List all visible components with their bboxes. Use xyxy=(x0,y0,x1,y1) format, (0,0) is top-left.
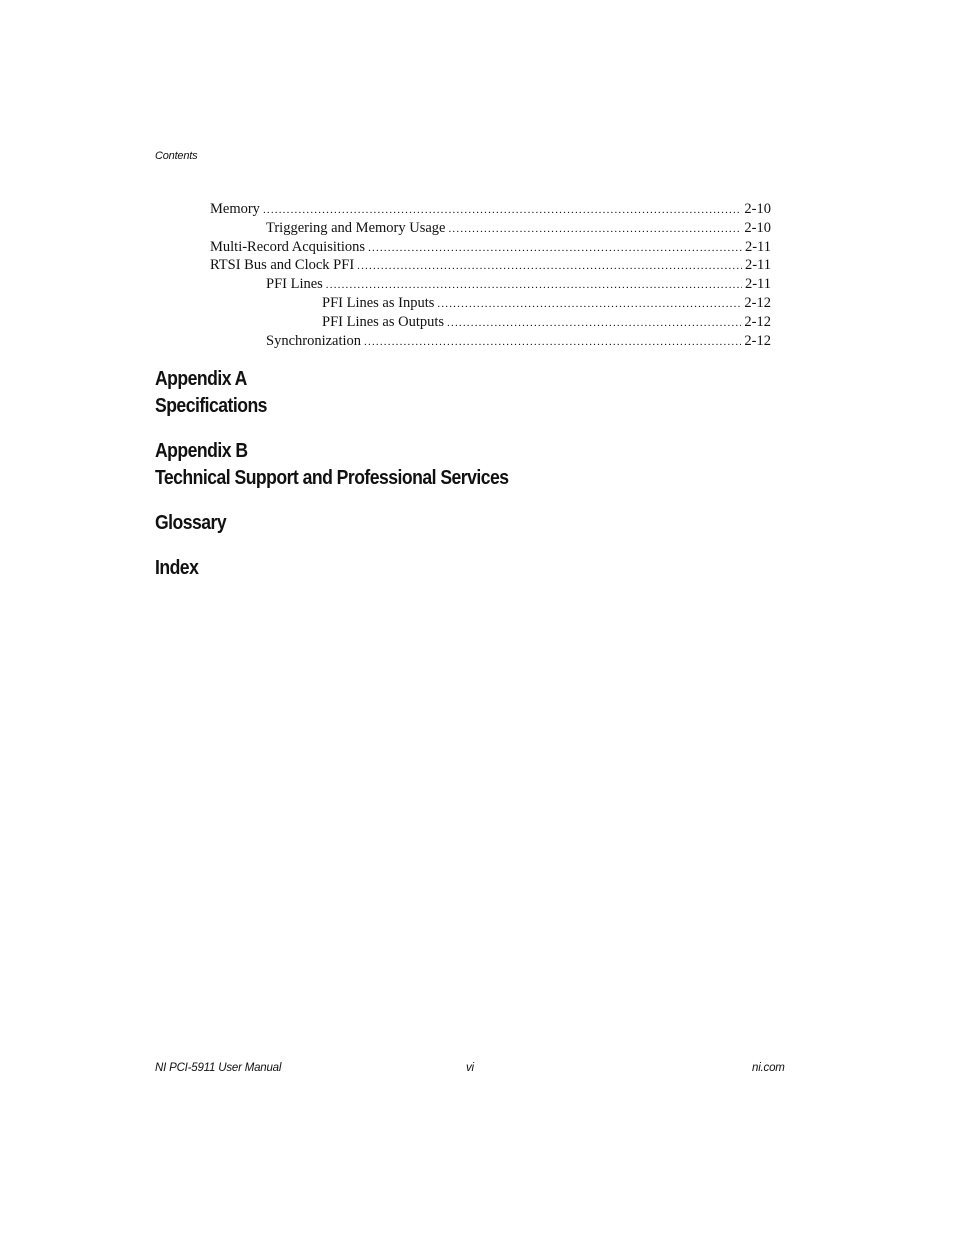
toc-entry-page: 2-10 xyxy=(744,201,771,217)
toc-entry-synchronization[interactable] xyxy=(0,332,771,351)
dot-leader xyxy=(437,295,741,314)
toc-entry-rtsi-bus-clock-pfi[interactable] xyxy=(0,256,771,275)
footer-page-number: vi xyxy=(466,1062,474,1074)
toc-entry-page: 2-11 xyxy=(744,238,771,255)
appendix-b-title: Technical Support and Professional Services xyxy=(155,467,509,489)
index-heading[interactable] xyxy=(155,555,198,582)
toc-entry-page: 2-11 xyxy=(744,276,771,293)
glossary-title: Glossary xyxy=(155,512,227,534)
toc-entry-title: Memory xyxy=(210,201,260,217)
toc-entry-pfi-lines[interactable] xyxy=(0,275,771,294)
glossary-heading[interactable] xyxy=(155,510,226,537)
dot-leader xyxy=(326,276,742,295)
dot-leader xyxy=(263,201,741,220)
toc-entry-pfi-lines-as-inputs[interactable] xyxy=(0,294,771,313)
appendix-a-heading[interactable] xyxy=(155,366,267,420)
toc-list xyxy=(0,200,954,350)
toc-entry-title: RTSI Bus and Clock PFI xyxy=(210,257,355,274)
dot-leader xyxy=(364,333,741,352)
toc-entry-page: 2-12 xyxy=(744,313,771,330)
appendix-a-label: Appendix A xyxy=(155,368,247,390)
toc-entry-title: PFI Lines xyxy=(266,276,323,293)
toc-entry-multi-record-acquisitions[interactable] xyxy=(0,238,771,257)
toc-entry-title: Triggering and Memory Usage xyxy=(266,219,446,236)
toc-entry-page: 2-10 xyxy=(744,219,771,236)
toc-entry-page: 2-12 xyxy=(744,332,771,349)
index-title: Index xyxy=(155,557,199,579)
dot-leader xyxy=(357,257,742,276)
toc-entry-page: 2-12 xyxy=(744,294,771,311)
dot-leader xyxy=(368,239,742,258)
appendix-b-label: Appendix B xyxy=(155,440,248,462)
appendix-a-title: Specifications xyxy=(155,395,267,417)
dot-leader xyxy=(447,314,741,333)
toc-entry-title: Synchronization xyxy=(266,332,362,349)
toc-entry-pfi-lines-as-outputs[interactable] xyxy=(0,313,771,332)
toc-entry-title: PFI Lines as Outputs xyxy=(322,313,445,330)
footer-website: ni.com xyxy=(752,1062,785,1074)
running-head: Contents xyxy=(155,150,198,162)
appendix-b-heading[interactable] xyxy=(155,438,509,492)
toc-entry-title: PFI Lines as Inputs xyxy=(322,294,435,311)
toc-entry-page: 2-11 xyxy=(744,257,771,274)
footer-manual-title: NI PCI-5911 User Manual xyxy=(155,1062,282,1074)
toc-entry-title: Multi-Record Acquisitions xyxy=(210,238,366,255)
toc-entry-triggering-memory-usage[interactable] xyxy=(0,219,771,238)
toc-entry-memory[interactable] xyxy=(0,200,771,219)
dot-leader xyxy=(448,220,741,239)
